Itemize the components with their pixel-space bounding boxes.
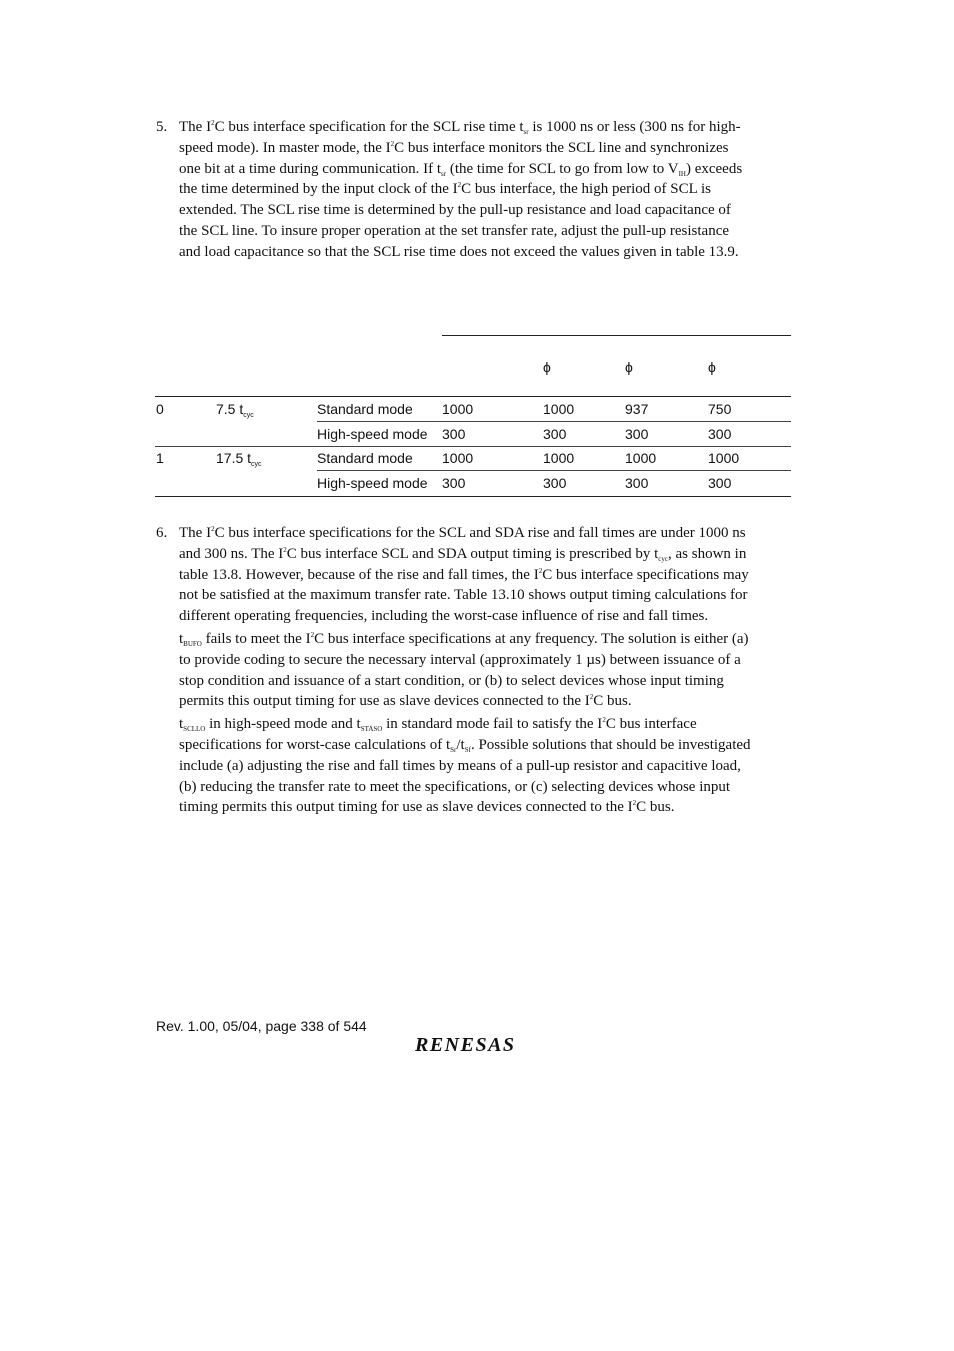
superscript: 2 bbox=[211, 119, 215, 127]
table-cell-mode: Standard mode bbox=[317, 401, 413, 417]
note-5-text: The $I^2C$ bus interface specification for the SCL rise time $t_{sr}$ is 1000 ns or less (300 ns for high- speed mode). In master mode, the $I^2C$ bus interface monitors the SCL line and synchronizes one bit at a time during communication. If $t_{sr}$ (the time for SCL to go from low to $V_{IH}$) exceeds the time determined by the input clock of the $I^2C$ bus interface, the high period of SCL is extended. The SCL rise time is determined by the pull-up resistance and load capacitance of the SCL line. To insure proper operation at the set transfer rate, adjust the pull-up resistance and load capacitance so that the SCL rise time does not exceed the values given in table 13.9. bbox=[179, 119, 743, 260]
table-cell-v4: 300 bbox=[708, 474, 732, 491]
table-cell-v1: 300 bbox=[442, 425, 466, 442]
table-bottom-rule bbox=[155, 496, 791, 497]
table-cell-mode: High-speed mode bbox=[317, 425, 428, 442]
subscript: cyc bbox=[243, 412, 254, 419]
phi-header-2: ϕ bbox=[625, 359, 633, 375]
table-cell-v3: 937 bbox=[625, 401, 649, 417]
note-6-paragraph-3: $t_{SCLLO}$ in high-speed mode and $t_{STASO}$ in standard mode fail to satisfy the $I^2C$ bus interface specifications for worst-case calculations of $t_{Sr}/t_{Sf}$. Possible solutions that should be investigated include (a) adjusting the rise and fall times by means of a pull-up resistor and capacitive load, (b) reducing the transfer rate to meet the specifications, or (c) selecting devices whose input timing permits this output timing for use as slave devices connected to the $I^2C$ bus. bbox=[179, 716, 751, 816]
phi-header-3: ϕ bbox=[708, 359, 716, 375]
superscript: 2 bbox=[211, 525, 215, 533]
table-cell-clock: 7.5 $t_{cyc}$ bbox=[216, 401, 254, 419]
table-group-divider bbox=[155, 446, 791, 447]
subscript: Sf bbox=[464, 745, 471, 754]
superscript: 2 bbox=[283, 545, 287, 554]
superscript: 2 bbox=[632, 799, 637, 808]
subscript: IH bbox=[678, 169, 686, 178]
table-cell-v1: 1000 bbox=[442, 450, 474, 467]
note-6-number: 6. bbox=[156, 525, 168, 541]
table-cell-v2: 1000 bbox=[543, 401, 575, 417]
note-6-paragraph-1: The $I^2C$ bus interface specifications for the SCL and SDA rise and fall times are under 1000 ns and 300 ns. The $I^2C$ bus interface SCL and SDA output timing is prescribed by $t_{cyc}$, as shown in table 13.8. However, because of the rise and fall times, the $I^2C$ bus interface specifications may not be satisfied at the maximum transfer rate. Table 13.10 shows output timing calculations for different operating frequencies, including the worst-case influence of rise and fall times. bbox=[179, 525, 749, 625]
table-cell-clock: 17.5 $t_{cyc}$ bbox=[216, 450, 262, 469]
subscript: cyc bbox=[658, 554, 668, 563]
table-row-divider bbox=[317, 421, 791, 422]
subscript: BUFO bbox=[183, 639, 202, 648]
table-cell-mode: High-speed mode bbox=[317, 474, 428, 491]
note-5-number: 5. bbox=[156, 119, 168, 135]
note-5 bbox=[156, 117, 796, 265]
table-cell-mode: Standard mode bbox=[317, 450, 413, 467]
note-6 bbox=[156, 523, 796, 820]
table-header-rule bbox=[155, 396, 791, 397]
superscript: 2 bbox=[589, 693, 594, 702]
table-cell-v2: 1000 bbox=[543, 450, 575, 467]
table-cell-v2: 300 bbox=[543, 474, 567, 491]
renesas-logo-text: RENESAS bbox=[415, 1034, 516, 1056]
note-5-body bbox=[179, 117, 796, 263]
table-row-divider bbox=[317, 470, 791, 471]
table-cell-col0: 0 bbox=[156, 401, 164, 417]
subscript: sr bbox=[523, 128, 529, 136]
superscript: 2 bbox=[602, 716, 606, 725]
table-cell-v1: 300 bbox=[442, 474, 466, 491]
table-cell-v3: 300 bbox=[625, 425, 649, 442]
subscript: cyc bbox=[251, 461, 262, 469]
phi-header-1: ϕ bbox=[543, 359, 551, 375]
subscript: SCLLO bbox=[183, 725, 206, 734]
note-6-paragraph-2: $t_{BUFO}$ fails to meet the $I^2C$ bus interface specifications at any frequency. The solution is either (a) to provide coding to secure the necessary interval (approximately 1 µs) between issuance of a stop condition and issuance of a start condition, or (b) to select devices whose input timing permits this output timing for use as slave devices connected to the $I^2C$ bus. bbox=[179, 630, 749, 710]
superscript: 2 bbox=[457, 181, 462, 190]
renesas-logo bbox=[413, 1034, 535, 1061]
table-cell-v4: 1000 bbox=[708, 450, 740, 467]
superscript: 2 bbox=[390, 139, 395, 148]
subscript: sr bbox=[441, 169, 447, 178]
superscript: 2 bbox=[310, 630, 315, 639]
superscript: 2 bbox=[538, 566, 543, 575]
table-cell-v4: 750 bbox=[708, 401, 732, 417]
subscript: STASO bbox=[360, 725, 383, 734]
note-6-body bbox=[179, 523, 796, 818]
table-cell-col0: 1 bbox=[156, 450, 164, 467]
table-cell-v1: 1000 bbox=[442, 401, 474, 417]
table-top-rule bbox=[442, 335, 791, 336]
page-footer: Rev. 1.00, 05/04, page 338 of 544 bbox=[156, 1018, 367, 1034]
table-cell-v3: 300 bbox=[625, 474, 649, 491]
table-cell-v2: 300 bbox=[543, 425, 567, 442]
table-cell-v3: 1000 bbox=[625, 450, 657, 467]
table-cell-v4: 300 bbox=[708, 425, 732, 442]
subscript: Sr bbox=[450, 745, 457, 754]
